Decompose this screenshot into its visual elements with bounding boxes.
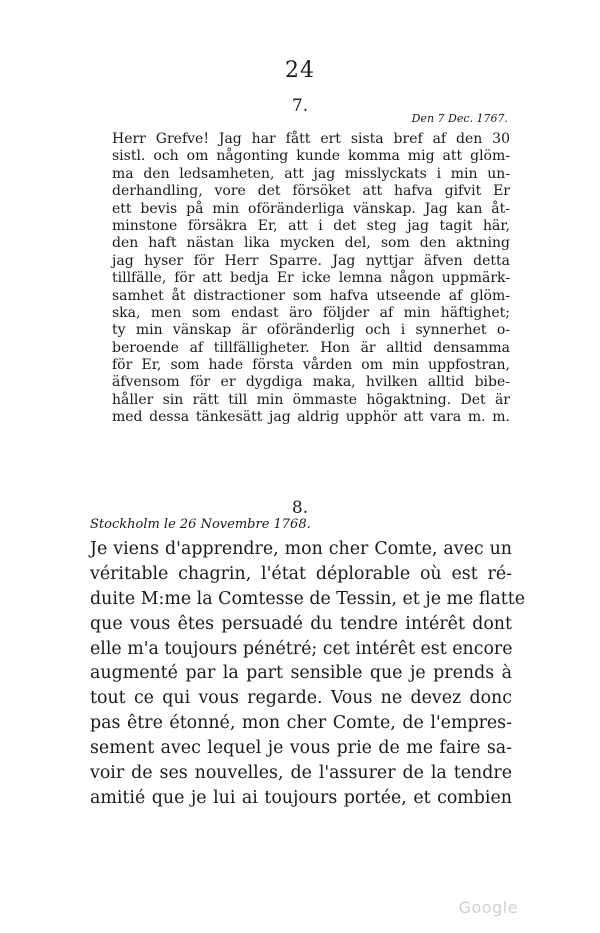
text-line: Herr Grefve! Jag har fått ert sista bref af den 30 [112, 131, 510, 147]
text-line: ett bevis på min oföränderliga vänskap. Jag kan åt- [112, 200, 510, 217]
letter-number-7: 7. [291, 96, 309, 116]
text-line: augmenté par la part sensible que je prends à [90, 663, 512, 684]
text-line: voir de ses nouvelles, de l'assurer de la tendre [90, 763, 512, 784]
dateline-letter-7: Den 7 Dec. 1767. [411, 112, 508, 125]
text-line: duite M:me la Comtesse de Tessin, et je me flatte [90, 588, 526, 609]
text-line: samhet åt distractioner som hafva utseende af glöm- [112, 287, 510, 304]
text-line: derhandling, vore det försöket att hafva gifvit Er [112, 183, 510, 200]
text-line: minstone försäkra Er, att i det steg jag tagit här, [112, 217, 510, 234]
text-line: elle m'a toujours pénétré; cet intérêt est encore [90, 638, 513, 659]
text-line: håller sin rätt till min ömmaste högaktning. Det är [112, 391, 510, 408]
text-line: för Er, som hade första vården om min uppfostran, [112, 357, 510, 374]
letter-number-8: 8. [291, 498, 309, 518]
dateline-letter-8: Stockholm le 26 Novembre 1768. [90, 517, 311, 532]
text-line: tillfälle, för att bedja Er icke lemna någon uppmärk- [112, 270, 510, 287]
text-line: véritable chagrin, l'état déplorable où est ré- [90, 563, 512, 584]
text-line: ma den ledsamheten, att jag misslyckats i min un- [112, 165, 510, 182]
letter-8-body [90, 537, 526, 811]
page-number: 24 [285, 58, 315, 83]
text-line: den haft nästan lika mycken del, som den aktning [112, 235, 510, 252]
text-line: äfvensom för er dygdiga maka, hvilken alltid bibe- [112, 374, 510, 391]
text-line: tout ce qui vous regarde. Vous ne devez donc [90, 688, 512, 709]
text-line: Je viens d'apprendre, mon cher Comte, avec un [90, 539, 512, 559]
text-line: ty min vänskap är oföränderlig och i synnerhet o- [112, 322, 510, 339]
text-line: med dessa tänkesätt jag aldrig upphör att vara m. m. [112, 409, 510, 426]
text-line: ska, men som endast äro följder af min häftighet; [112, 304, 510, 321]
google-watermark: Google [458, 898, 518, 917]
text-line: pas être étonné, mon cher Comte, de l'empres- [90, 713, 512, 734]
text-line: sistl. och om någonting kunde komma mig att glöm- [112, 148, 510, 165]
text-line: beroende af tillfälligheter. Hon är alltid densamma [112, 339, 510, 356]
text-line: amitié que je lui ai toujours portée, et combien [90, 787, 512, 808]
text-line: sement avec lequel je vous prie de me faire sa- [90, 738, 512, 759]
letter-7-body [112, 131, 510, 427]
text-line: que vous êtes persuadé du tendre intérêt dont [90, 613, 512, 634]
text-line: jag hyser för Herr Sparre. Jag nyttjar äfven detta [112, 252, 510, 269]
